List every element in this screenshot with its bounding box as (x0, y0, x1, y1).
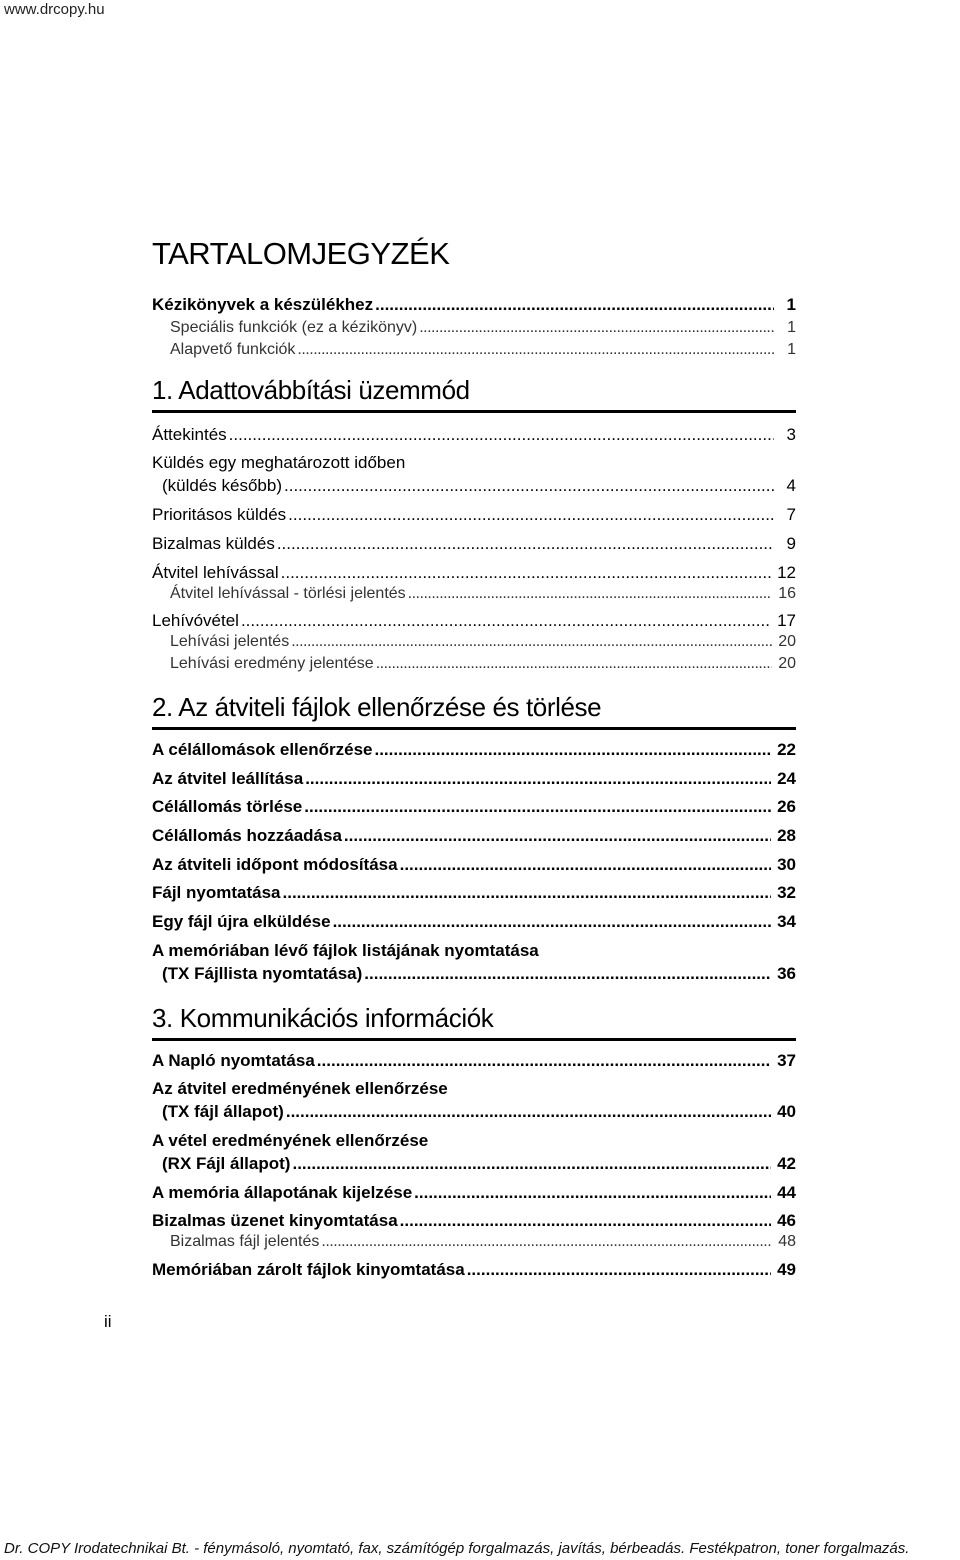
toc-entry-page: 49 (777, 1260, 796, 1279)
toc-entry-label: Lehívási jelentés (170, 633, 290, 650)
toc-entry-label: A memória állapotának kijelzése (152, 1183, 413, 1202)
toc-subentry[interactable] (170, 341, 796, 359)
toc-entry[interactable] (152, 505, 796, 525)
leader-dots (304, 797, 771, 817)
toc-subentry[interactable] (170, 655, 796, 673)
toc-entry-page: 26 (777, 797, 796, 816)
toc-entry-page: 1 (787, 341, 796, 358)
toc-entry[interactable] (152, 740, 796, 760)
toc-subentry[interactable] (170, 585, 796, 603)
toc-entry[interactable] (152, 769, 796, 789)
toc-entry[interactable] (162, 964, 796, 984)
toc-entry-page: 46 (777, 1211, 796, 1230)
toc-entry-label: Lehívóvétel (152, 611, 239, 630)
page-title: TARTALOMJEGYZÉK (152, 236, 450, 271)
toc-subentry[interactable] (170, 633, 796, 651)
toc-entry-page: 28 (777, 826, 796, 845)
toc-entry-label: Prioritásos küldés (152, 505, 287, 524)
header-url: www.drcopy.hu (4, 1, 105, 18)
toc-entry[interactable] (152, 912, 796, 932)
toc-entry[interactable] (152, 1051, 796, 1071)
leader-dots (283, 883, 772, 903)
toc-entry[interactable] (152, 826, 796, 846)
toc-entry-label: Bizalmas küldés (152, 534, 275, 553)
leader-dots (321, 1233, 772, 1251)
leader-dots (281, 563, 771, 583)
toc-entry[interactable] (152, 295, 796, 315)
toc-entry-page: 30 (777, 855, 796, 874)
toc-entry-label-line1: Küldés egy meghatározott időben (152, 453, 406, 472)
toc-entry-label: Lehívási eredmény jelentése (170, 655, 374, 672)
chapter-heading: 1. Adattovábbítási üzemmód (152, 375, 470, 405)
toc-entry[interactable] (162, 476, 796, 496)
toc-entry-label: (RX Fájl állapot) (162, 1154, 291, 1173)
toc-entry[interactable] (152, 883, 796, 903)
toc-subentry[interactable] (170, 319, 796, 337)
toc-subentry[interactable] (170, 1233, 796, 1251)
toc-entry-page: 22 (777, 740, 796, 759)
toc-entry-label: Memóriában zárolt fájlok kinyomtatása (152, 1260, 465, 1279)
toc-entry-page: 17 (777, 611, 796, 630)
toc-entry[interactable] (152, 611, 796, 631)
toc-entry-label: Átvitel lehívással - törlési jelentés (170, 585, 406, 602)
leader-dots (288, 505, 774, 525)
leader-dots (400, 855, 771, 875)
toc-entry[interactable] (152, 1211, 796, 1231)
toc-entry-page: 1 (786, 295, 796, 314)
toc-entry-label: Alapvető funkciók (170, 341, 296, 358)
toc-entry[interactable] (152, 1183, 796, 1203)
leader-dots (376, 655, 773, 673)
leader-dots (277, 534, 774, 554)
toc-entry-page: 24 (777, 769, 796, 788)
toc-entry-page: 32 (777, 883, 796, 902)
toc-entry-label: A Napló nyomtatása (152, 1051, 315, 1070)
toc-entry[interactable] (162, 1102, 796, 1122)
toc-entry-page: 36 (777, 964, 796, 983)
toc-entry[interactable] (152, 563, 796, 583)
toc-entry-label: (TX fájl állapot) (162, 1102, 284, 1121)
leader-dots (317, 1051, 771, 1071)
toc-entry-label: Átvitel lehívással (152, 563, 279, 582)
toc-entry-label-line1: A memóriában lévő fájlok listájának nyomtatása (152, 941, 539, 960)
leader-dots (284, 476, 774, 496)
leader-dots (400, 1211, 771, 1231)
toc-entry-label: (TX Fájllista nyomtatása) (162, 964, 363, 983)
toc-entry[interactable] (162, 1154, 796, 1174)
toc-entry-page: 12 (777, 563, 796, 582)
leader-dots (297, 341, 774, 359)
chapter-rule (152, 1038, 796, 1041)
leader-dots (305, 769, 771, 789)
toc-entry-label: (küldés később) (162, 476, 283, 495)
toc-entry-page: 3 (786, 425, 796, 444)
toc-entry-page: 42 (777, 1154, 796, 1173)
toc-entry[interactable] (152, 425, 796, 445)
toc-entry-page: 48 (778, 1233, 796, 1250)
leader-dots (241, 611, 771, 631)
leader-dots (408, 585, 773, 603)
chapter-heading: 2. Az átviteli fájlok ellenőrzése és törlése (152, 692, 602, 722)
leader-dots (467, 1260, 771, 1280)
toc-entry-page: 1 (787, 319, 796, 336)
leader-dots (344, 826, 771, 846)
leader-dots (291, 633, 772, 651)
toc-entry-page: 37 (777, 1051, 796, 1070)
toc-entry-label: A célállomások ellenőrzése (152, 740, 373, 759)
leader-dots (375, 295, 774, 315)
toc-entry[interactable] (152, 797, 796, 817)
leader-dots (364, 964, 771, 984)
toc-entry-page: 4 (786, 476, 796, 495)
toc-entry-label: Célállomás hozzáadása (152, 826, 342, 845)
chapter-heading: 3. Kommunikációs információk (152, 1003, 494, 1033)
toc-entry-page: 44 (777, 1183, 796, 1202)
toc-entry-page: 9 (786, 534, 796, 553)
leader-dots (414, 1183, 771, 1203)
toc-entry[interactable] (152, 534, 796, 554)
toc-entry-label: Az átvitel leállítása (152, 769, 304, 788)
chapter-rule (152, 727, 796, 730)
toc-entry-label: Fájl nyomtatása (152, 883, 281, 902)
toc-entry[interactable] (152, 855, 796, 875)
toc-entry-label: Célállomás törlése (152, 797, 303, 816)
toc-entry-page: 40 (777, 1102, 796, 1121)
toc-entry-label-line1: A vétel eredményének ellenőrzése (152, 1131, 429, 1150)
toc-entry-label: Az átviteli időpont módosítása (152, 855, 398, 874)
page-number: ii (104, 1312, 112, 1331)
toc-entry-page: 34 (777, 912, 796, 931)
leader-dots (229, 425, 774, 445)
toc-entry-page: 20 (778, 633, 796, 650)
toc-entry-page: 20 (778, 655, 796, 672)
toc-entry-label-line1: Az átvitel eredményének ellenőrzése (152, 1079, 448, 1098)
toc-entry[interactable] (152, 1260, 796, 1280)
toc-entry-page: 16 (778, 585, 796, 602)
footer-text: Dr. COPY Irodatechnikai Bt. - fénymásoló, nyomtató, fax, számítógép forgalmazás, javítás, bérbeadás. Festékpatron, toner forgalmazás. (4, 1540, 910, 1557)
toc-entry-label: Bizalmas üzenet kinyomtatása (152, 1211, 398, 1230)
toc-entry-label: Speciális funkciók (ez a kézikönyv) (170, 319, 418, 336)
leader-dots (286, 1102, 771, 1122)
toc-entry-label: Kézikönyvek a készülékhez (152, 295, 374, 314)
toc-entry-label: Áttekintés (152, 425, 227, 444)
leader-dots (419, 319, 774, 337)
leader-dots (292, 1154, 771, 1174)
toc-entry-label: Egy fájl újra elküldése (152, 912, 331, 931)
leader-dots (374, 740, 771, 760)
toc-entry-page: 7 (786, 505, 796, 524)
leader-dots (333, 912, 772, 932)
chapter-rule (152, 410, 796, 413)
toc-entry-label: Bizalmas fájl jelentés (170, 1233, 320, 1250)
